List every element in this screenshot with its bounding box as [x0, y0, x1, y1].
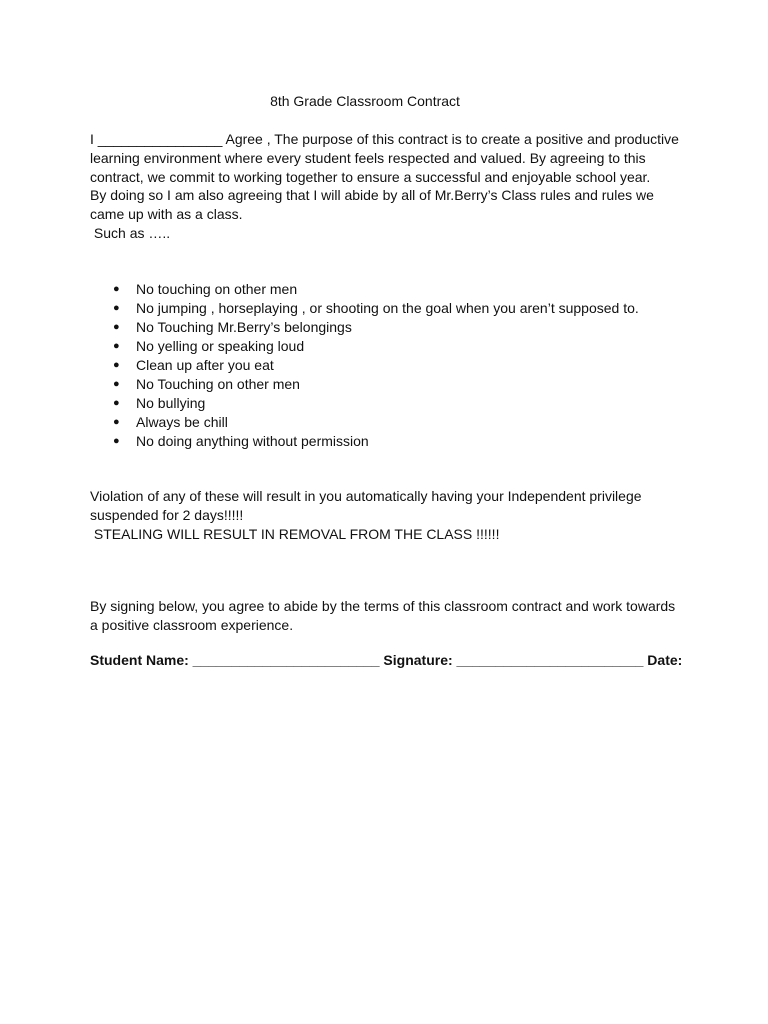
signing-line: a positive classroom experience.	[90, 616, 294, 633]
bullet-icon: ●	[113, 283, 120, 295]
rules-list	[112, 280, 639, 451]
rule-text: No Touching Mr.Berry’s belongings	[136, 319, 352, 335]
signing-paragraph	[90, 597, 690, 635]
document-title	[0, 92, 768, 110]
rule-text: No jumping , horseplaying , or shooting on the goal when you aren’t supposed to.	[136, 300, 639, 316]
bullet-icon: ●	[113, 416, 120, 428]
rule-text: No doing anything without permission	[136, 433, 369, 449]
bullet-icon: ●	[113, 302, 120, 314]
intro-line: By doing so I am also agreeing that I will abide by all of Mr.Berry’s Class rules and rules we	[90, 187, 654, 204]
signing-line: By signing below, you agree to abide by the terms of this classroom contract and work towards	[90, 598, 676, 614]
rule-item	[112, 413, 639, 432]
intro-line: Such as …..	[90, 224, 171, 241]
intro-line: learning environment where every student feels respected and valued. By agreeing to this	[90, 149, 646, 166]
rule-text: No touching on other men	[136, 281, 298, 297]
intro-paragraph	[90, 130, 690, 243]
rule-text: No Touching on other men	[136, 376, 300, 392]
violation-line: suspended for 2 days!!!!!	[90, 506, 244, 523]
violation-paragraph	[90, 487, 690, 543]
title-text: 8th Grade Classroom Contract	[270, 93, 460, 109]
bullet-icon: ●	[113, 321, 120, 333]
rule-text: No yelling or speaking loud	[136, 338, 305, 354]
rule-text: Clean up after you eat	[136, 357, 274, 373]
bullet-icon: ●	[113, 359, 120, 371]
rule-item	[112, 318, 639, 337]
bullet-icon: ●	[113, 397, 120, 409]
rule-text: No bullying	[136, 395, 206, 411]
violation-line: Violation of any of these will result in you automatically having your Independent privilege	[90, 488, 642, 504]
rule-item	[112, 299, 639, 318]
bullet-icon: ●	[113, 435, 120, 447]
intro-line: came up with as a class.	[90, 206, 243, 223]
rule-item	[112, 280, 639, 299]
intro-line: I ________________ Agree , The purpose of this contract is to create a positive and productive	[90, 131, 679, 147]
intro-line: contract, we commit to working together to ensure a successful and enjoyable school year.	[90, 168, 651, 185]
rule-item	[112, 337, 639, 356]
bullet-icon: ●	[113, 378, 120, 390]
rule-item	[112, 375, 639, 394]
bullet-icon: ●	[113, 340, 120, 352]
rule-text: Always be chill	[136, 414, 228, 430]
stealing-warning: STEALING WILL RESULT IN REMOVAL FROM THE CLASS !!!!!!	[90, 525, 500, 542]
rule-item	[112, 432, 639, 451]
signature-line: Student Name: ________________________ Signature: ________________________ Date:	[90, 652, 683, 668]
rule-item	[112, 356, 639, 375]
rule-item	[112, 394, 639, 413]
